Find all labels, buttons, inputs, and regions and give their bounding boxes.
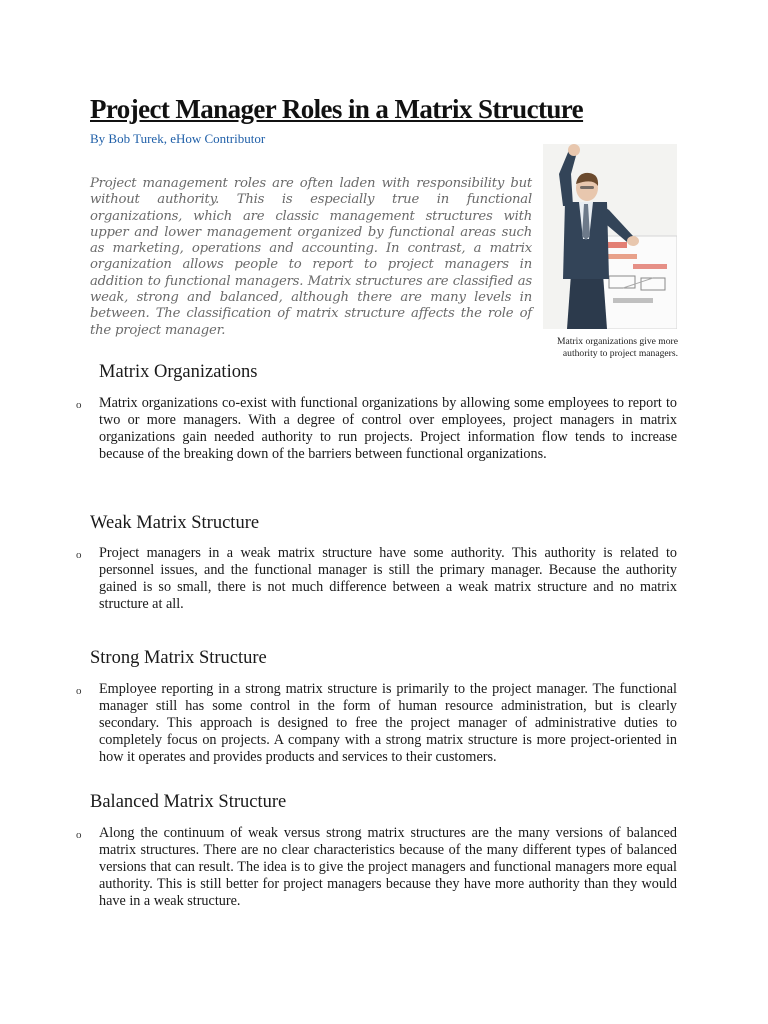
presenter-whiteboard-illustration bbox=[543, 144, 677, 329]
section-paragraph-weak-matrix: Project managers in a weak matrix structure have some authority. This authority is related to personnel issues, and the functional manager is still the primary manager. Because the authority gained is so small, there is not much difference between a weak matrix structure and no matrix structure at all. bbox=[99, 545, 677, 612]
author-byline-link[interactable]: By Bob Turek, eHow Contributor bbox=[90, 131, 266, 146]
section-heading-strong-matrix: Strong Matrix Structure bbox=[90, 648, 267, 668]
bullet-marker: o bbox=[76, 685, 82, 697]
bullet-marker: o bbox=[76, 829, 82, 841]
article-photo bbox=[543, 144, 677, 329]
section-heading-balanced-matrix: Balanced Matrix Structure bbox=[90, 792, 287, 812]
section-paragraph-strong-matrix: Employee reporting in a strong matrix structure is primarily to the project manager. The functional manager still has some control in the form of human resource administration, but is clearly secondary. This approach is designed to free the project manager of administrative duties to completely focus on projects. A company with a strong matrix structure is more project-oriented in how it operates and provides products and services to their customers. bbox=[99, 681, 677, 765]
bullet-marker: o bbox=[76, 399, 82, 411]
section-paragraph-balanced-matrix: Along the continuum of weak versus strong matrix structures are the many versions of balanced matrix structures. There are no clear characteristics because of the many different types of balanced versions that can result. The idea is to give the project managers and functional managers more equal authority. This is still better for project managers because they have more authority than they would have in a weak structure. bbox=[99, 825, 677, 909]
bullet-marker: o bbox=[76, 549, 82, 561]
intro-paragraph: Project management roles are often laden with responsibility but without authority. This is especially true in functional organizations, which are classic management structures with upper and lower management organized by functional areas such as marketing, operations and accounting. In contrast, a matrix organization allows people to report to project managers in addition to functional managers. Matrix structures are classified as weak, strong and balanced, although there are many levels in between. The classification of matrix structure affects the role of the project manager. bbox=[90, 176, 532, 338]
section-heading-matrix-organizations: Matrix Organizations bbox=[99, 362, 258, 382]
article-title: Project Manager Roles in a Matrix Structure bbox=[90, 94, 584, 124]
photo-caption: Matrix organizations give more authority to project managers. bbox=[556, 336, 678, 359]
section-heading-weak-matrix: Weak Matrix Structure bbox=[90, 513, 260, 533]
section-paragraph-matrix-organizations: Matrix organizations co-exist with functional organizations by allowing some employees to report to two or more managers. With a degree of control over employees, project managers in matrix organizations gain needed authority to run projects. Project information flow tends to increase because of the breaking down of the barriers between functional organizations. bbox=[99, 395, 677, 462]
